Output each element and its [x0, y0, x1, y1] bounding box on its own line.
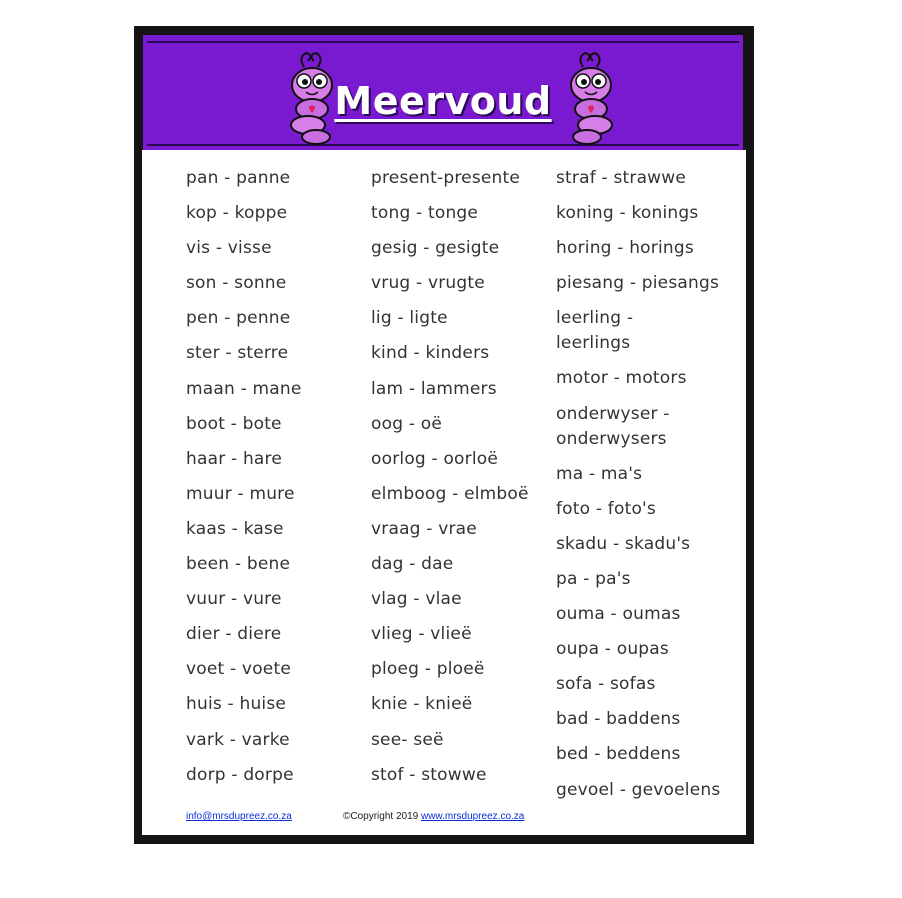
footer-copyright — [343, 811, 524, 822]
word-pair: horing - horings — [556, 238, 694, 259]
word-pair: dier - diere — [186, 624, 282, 645]
word-pair: elmboog - elmboë — [371, 483, 529, 504]
word-pair: ploeg - ploeë — [371, 659, 485, 680]
word-pair: lig - ligte — [371, 308, 448, 329]
worksheet — [134, 26, 754, 844]
word-pair: bed - beddens — [556, 744, 681, 765]
word-pair: kaas - kase — [186, 518, 284, 539]
word-pair: tong - tonge — [371, 203, 479, 224]
word-pair: dorp - dorpe — [186, 764, 294, 785]
word-column-3 — [556, 166, 736, 813]
word-pair: huis - huise — [186, 694, 287, 715]
word-pair: straf - strawwe — [556, 168, 687, 188]
header-line-bottom — [147, 144, 739, 146]
word-pair: koning - konings — [556, 203, 699, 224]
worm-mascot-icon — [561, 47, 621, 147]
word-pair: vraag - vrae — [371, 518, 477, 539]
copyright-text: ©Copyright 2019 — [343, 811, 419, 822]
word-pair: motor - motors — [556, 368, 687, 389]
word-pair: kop - koppe — [186, 203, 288, 224]
word-pair: pan - panne — [186, 168, 291, 188]
word-pair: bad - baddens — [556, 709, 681, 730]
word-pair: ma - ma's — [556, 463, 643, 484]
email-link[interactable]: info@mrsdupreez.co.za — [186, 811, 292, 822]
word-pair: present-presente — [371, 168, 521, 188]
word-pair: pen - penne — [186, 308, 291, 329]
word-pair: vark - varke — [186, 729, 290, 750]
word-pair: vrug - vrugte — [371, 273, 485, 294]
word-pair: oog - oë — [371, 413, 442, 434]
word-pair: gevoel - gevoelens — [556, 779, 721, 800]
word-pair: maan - mane — [186, 378, 302, 399]
word-pair: ouma - oumas — [556, 604, 681, 625]
word-pair: kind - kinders — [371, 343, 490, 364]
word-pair: knie - knieë — [371, 694, 473, 715]
word-pair: vlieg - vlieë — [371, 624, 472, 645]
word-pair: stof - stowwe — [371, 764, 487, 785]
footer-email — [186, 811, 292, 822]
word-pair: pa - pa's — [556, 568, 631, 589]
word-column-1 — [186, 166, 366, 798]
word-pair: oupa - oupas — [556, 639, 669, 660]
word-pair: sofa - sofas — [556, 674, 656, 695]
word-pair: lam - lammers — [371, 378, 497, 399]
header-line-top — [147, 41, 739, 43]
word-pair: vis - visse — [186, 238, 272, 259]
word-pair: boot - bote — [186, 413, 282, 434]
word-pair: haar - hare — [186, 448, 283, 469]
header-banner — [143, 35, 743, 155]
word-pair: leerling - leerlings — [556, 308, 634, 354]
word-column-2 — [371, 166, 551, 798]
page-title: Meervoud — [334, 79, 552, 123]
word-pair: foto - foto's — [556, 498, 656, 519]
word-pair: see- seë — [371, 729, 444, 750]
word-pair: been - bene — [186, 554, 291, 575]
word-pair: piesang - piesangs — [556, 273, 720, 294]
word-pair: skadu - skadu's — [556, 533, 691, 554]
word-pair: gesig - gesigte — [371, 238, 500, 259]
word-pair: onderwyser - onderwysers — [556, 403, 670, 449]
word-pair: muur - mure — [186, 483, 295, 504]
word-pair: vlag - vlae — [371, 589, 462, 610]
word-list-area — [142, 150, 746, 835]
word-pair: ster - sterre — [186, 343, 289, 364]
word-pair: oorlog - oorloë — [371, 448, 499, 469]
word-pair: dag - dae — [371, 554, 454, 575]
word-pair: vuur - vure — [186, 589, 282, 610]
word-pair: son - sonne — [186, 273, 287, 294]
word-pair: voet - voete — [186, 659, 291, 680]
website-link[interactable]: www.mrsdupreez.co.za — [420, 811, 525, 822]
